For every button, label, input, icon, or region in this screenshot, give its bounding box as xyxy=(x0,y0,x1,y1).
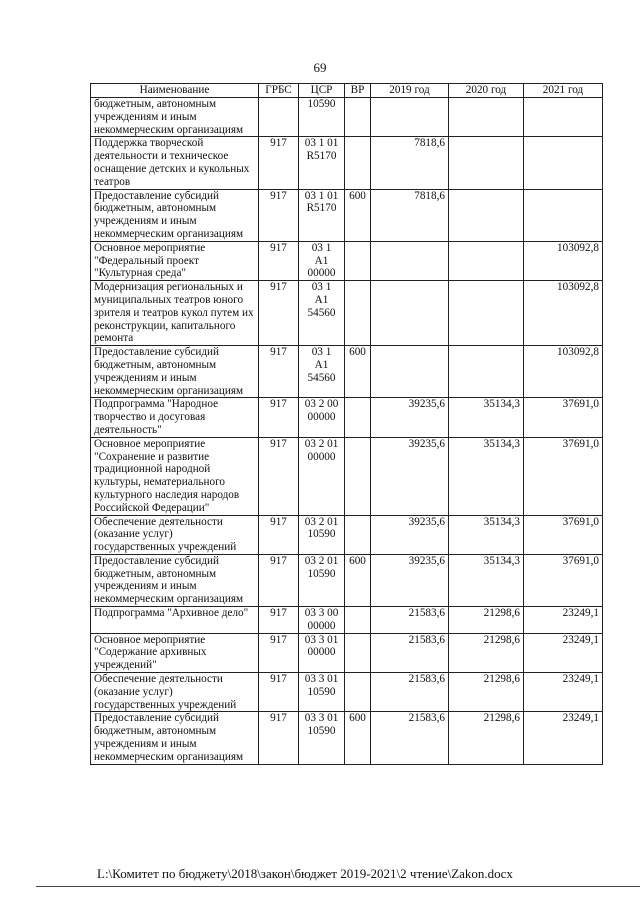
row-2019: 7818,6 xyxy=(371,137,449,189)
row-vr xyxy=(345,281,371,346)
row-2020 xyxy=(449,189,524,241)
header-2020: 2020 год xyxy=(449,84,524,98)
row-csr: 03 2 01 00000 xyxy=(299,437,345,515)
row-2020 xyxy=(449,241,524,280)
table-row xyxy=(91,98,603,137)
row-2021 xyxy=(524,98,603,137)
table-row xyxy=(91,137,603,189)
header-csr: ЦСР xyxy=(299,84,345,98)
row-vr: 600 xyxy=(345,712,371,764)
table-row xyxy=(91,712,603,764)
row-vr: 600 xyxy=(345,346,371,398)
row-2019 xyxy=(371,346,449,398)
table-row xyxy=(91,281,603,346)
row-2021: 23249,1 xyxy=(524,712,603,764)
row-2021: 23249,1 xyxy=(524,673,603,712)
row-2021: 37691,0 xyxy=(524,515,603,554)
row-2020: 35134,3 xyxy=(449,398,524,437)
row-name: Подпрограмма "Народное творчество и досуговая деятельность" xyxy=(91,398,259,437)
row-vr xyxy=(345,137,371,189)
row-csr: 03 3 01 00000 xyxy=(299,633,345,672)
page-number: 69 xyxy=(313,60,327,75)
row-2020: 21298,6 xyxy=(449,673,524,712)
header-vr: ВР xyxy=(345,84,371,98)
table-row xyxy=(91,607,603,634)
row-name: Основное мероприятие "Федеральный проект "Культурная среда" xyxy=(91,241,259,280)
row-2020 xyxy=(449,281,524,346)
row-name: Предоставление субсидий бюджетным, автономным учреждениям и иным некоммерческим организациям xyxy=(91,189,259,241)
row-2021 xyxy=(524,137,603,189)
table-row xyxy=(91,398,603,437)
row-2019 xyxy=(371,98,449,137)
row-grbs: 917 xyxy=(259,189,299,241)
row-2019 xyxy=(371,281,449,346)
row-vr xyxy=(345,398,371,437)
row-csr: 03 2 01 10590 xyxy=(299,515,345,554)
row-2019: 21583,6 xyxy=(371,673,449,712)
row-csr: 10590 xyxy=(299,98,345,137)
row-name: Подпрограмма "Архивное дело" xyxy=(91,607,259,634)
row-vr xyxy=(345,98,371,137)
row-name: Предоставление субсидий бюджетным, автономным учреждениям и иным некоммерческим организациям xyxy=(91,554,259,606)
row-csr: 03 2 01 10590 xyxy=(299,554,345,606)
row-2020 xyxy=(449,98,524,137)
row-grbs: 917 xyxy=(259,281,299,346)
header-2021: 2021 год xyxy=(524,84,603,98)
row-grbs: 917 xyxy=(259,346,299,398)
table-row xyxy=(91,554,603,606)
row-name: Основное мероприятие "Содержание архивных учреждений" xyxy=(91,633,259,672)
row-name: Предоставление субсидий бюджетным, автономным учреждениям и иным некоммерческим организациям xyxy=(91,712,259,764)
row-vr xyxy=(345,515,371,554)
row-2021: 103092,8 xyxy=(524,241,603,280)
row-grbs: 917 xyxy=(259,633,299,672)
row-2020 xyxy=(449,346,524,398)
row-vr xyxy=(345,633,371,672)
bottom-rule xyxy=(36,886,640,887)
row-2021: 103092,8 xyxy=(524,281,603,346)
row-csr: 03 1 A1 54560 xyxy=(299,281,345,346)
table-header-row xyxy=(91,84,603,98)
row-2021: 37691,0 xyxy=(524,554,603,606)
row-2020 xyxy=(449,137,524,189)
row-name: Основное мероприятие "Сохранение и развитие традиционной народной культуры, нематериального культурного наследия народов Российской Федерации" xyxy=(91,437,259,515)
table-row xyxy=(91,673,603,712)
row-2021: 37691,0 xyxy=(524,398,603,437)
row-vr xyxy=(345,673,371,712)
row-name: бюджетным, автономным учреждениям и иным некоммерческим организациям xyxy=(91,98,259,137)
header-2019: 2019 год xyxy=(371,84,449,98)
row-2019: 39235,6 xyxy=(371,554,449,606)
row-2021: 37691,0 xyxy=(524,437,603,515)
row-grbs: 917 xyxy=(259,554,299,606)
row-csr: 03 3 01 10590 xyxy=(299,673,345,712)
row-grbs xyxy=(259,98,299,137)
row-2019: 39235,6 xyxy=(371,437,449,515)
row-vr: 600 xyxy=(345,189,371,241)
row-2021 xyxy=(524,189,603,241)
row-grbs: 917 xyxy=(259,137,299,189)
row-grbs: 917 xyxy=(259,437,299,515)
row-vr: 600 xyxy=(345,554,371,606)
row-grbs: 917 xyxy=(259,515,299,554)
row-name: Модернизация региональных и муниципальных театров юного зрителя и театров кукол путем их реконструкции, капитального ремонта xyxy=(91,281,259,346)
row-2021: 103092,8 xyxy=(524,346,603,398)
row-2021: 23249,1 xyxy=(524,633,603,672)
row-vr xyxy=(345,241,371,280)
table-row xyxy=(91,346,603,398)
row-grbs: 917 xyxy=(259,398,299,437)
row-2020: 35134,3 xyxy=(449,515,524,554)
header-grbs: ГРБС xyxy=(259,84,299,98)
table-row xyxy=(91,633,603,672)
table-row xyxy=(91,241,603,280)
row-2019: 21583,6 xyxy=(371,607,449,634)
row-csr: 03 3 00 00000 xyxy=(299,607,345,634)
table-row xyxy=(91,437,603,515)
row-csr: 03 1 A1 54560 xyxy=(299,346,345,398)
row-grbs: 917 xyxy=(259,673,299,712)
row-2020: 35134,3 xyxy=(449,437,524,515)
row-vr xyxy=(345,607,371,634)
row-csr: 03 1 01 R5170 xyxy=(299,137,345,189)
row-name: Обеспечение деятельности (оказание услуг) государственных учреждений xyxy=(91,515,259,554)
row-csr: 03 1 A1 00000 xyxy=(299,241,345,280)
row-grbs: 917 xyxy=(259,712,299,764)
row-name: Поддержка творческой деятельности и техническое оснащение детских и кукольных театров xyxy=(91,137,259,189)
table-row xyxy=(91,515,603,554)
row-csr: 03 1 01 R5170 xyxy=(299,189,345,241)
budget-table xyxy=(90,83,603,765)
row-2020: 21298,6 xyxy=(449,607,524,634)
row-vr xyxy=(345,437,371,515)
row-grbs: 917 xyxy=(259,241,299,280)
row-2020: 21298,6 xyxy=(449,633,524,672)
footer-file-path: L:\Комитет по бюджету\2018\закон\бюджет 2019-2021\2 чтение\Zakon.docx xyxy=(97,866,513,881)
header-name: Наименование xyxy=(91,84,259,98)
row-2019: 21583,6 xyxy=(371,633,449,672)
row-grbs: 917 xyxy=(259,607,299,634)
row-2019: 21583,6 xyxy=(371,712,449,764)
row-csr: 03 2 00 00000 xyxy=(299,398,345,437)
row-2020: 21298,6 xyxy=(449,712,524,764)
row-2021: 23249,1 xyxy=(524,607,603,634)
row-2019: 39235,6 xyxy=(371,398,449,437)
row-2019: 7818,6 xyxy=(371,189,449,241)
row-csr: 03 3 01 10590 xyxy=(299,712,345,764)
row-name: Обеспечение деятельности (оказание услуг) государственных учреждений xyxy=(91,673,259,712)
row-2019: 39235,6 xyxy=(371,515,449,554)
table-row xyxy=(91,189,603,241)
row-name: Предоставление субсидий бюджетным, автономным учреждениям и иным некоммерческим организациям xyxy=(91,346,259,398)
row-2020: 35134,3 xyxy=(449,554,524,606)
row-2019 xyxy=(371,241,449,280)
